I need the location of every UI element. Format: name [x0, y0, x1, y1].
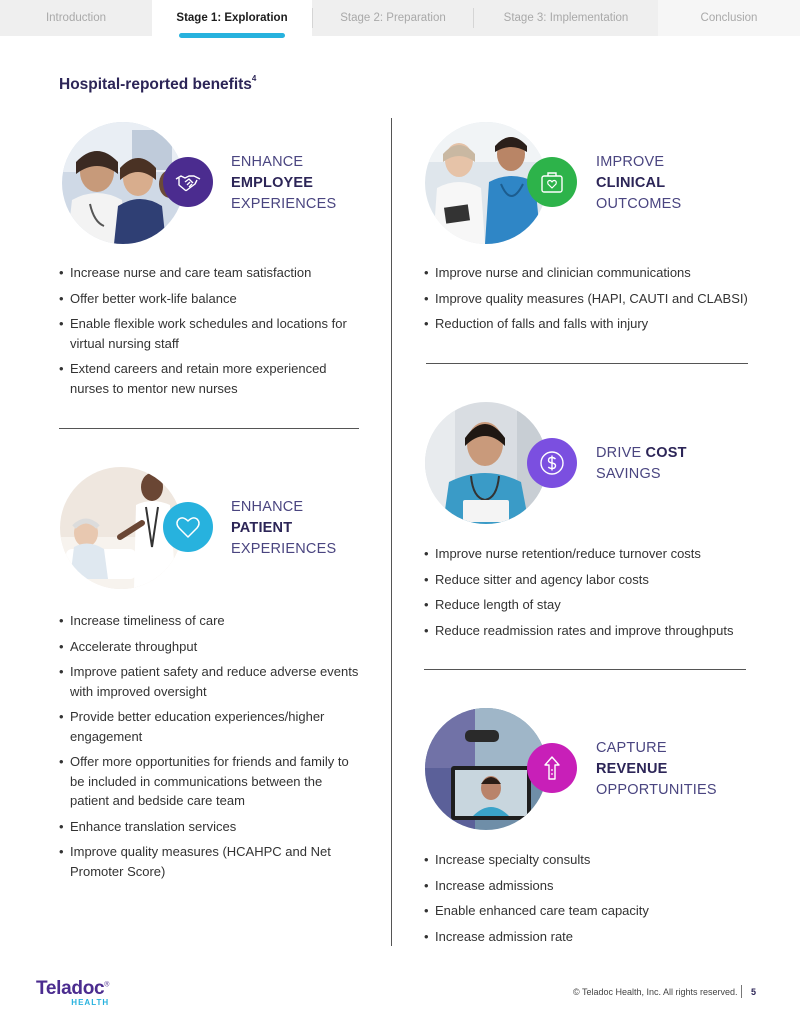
tab-stage-1-exploration[interactable]: Stage 1: Exploration — [152, 0, 312, 36]
page-number: 5 — [751, 987, 757, 997]
dollar-icon — [537, 448, 567, 478]
tab-conclusion[interactable]: Conclusion — [700, 12, 758, 24]
list-item: • Extend careers and retain more experienced nurses to mentor new nurses — [59, 359, 359, 398]
patient-benefits-list — [59, 611, 363, 887]
tab-introduction[interactable]: Introduction — [45, 12, 107, 24]
list-item: • Reduction of falls and falls with injury — [424, 314, 764, 334]
list-item: • Improve nurse and clinician communications — [424, 263, 764, 283]
list-item: • Increase timeliness of care — [59, 611, 363, 631]
section-divider — [59, 428, 359, 429]
patient-heading: ENHANCE PATIENT EXPERIENCES — [231, 499, 337, 557]
tab-stage-2-preparation[interactable]: Stage 2: Preparation — [340, 12, 446, 24]
medical-kit-icon — [537, 167, 567, 197]
list-item: • Enhance translation services — [59, 817, 363, 837]
list-item: • Increase admission rate — [424, 927, 764, 947]
employee-heading: ENHANCE EMPLOYEE EXPERIENCES — [231, 154, 337, 212]
section-divider — [424, 669, 746, 670]
clinical-benefits-list — [424, 263, 764, 340]
footnote-marker: 4 — [251, 74, 257, 83]
column-divider — [391, 118, 392, 946]
employee-benefits-list — [59, 263, 359, 404]
list-item: • Offer more opportunities for friends and family to be included in communications between the patient and bedside care team — [59, 752, 363, 811]
list-item: • Reduce length of stay — [424, 595, 764, 615]
cost-benefits-list — [424, 544, 764, 646]
list-item: • Improve quality measures (HAPI, CAUTI and CLABSI) — [424, 289, 764, 309]
tab-stage-3-implementation[interactable]: Stage 3: Implementation — [503, 12, 629, 24]
medical-kit-badge — [527, 157, 577, 207]
active-tab-indicator — [179, 33, 285, 38]
footer-divider — [741, 985, 742, 998]
section-divider — [426, 363, 748, 364]
copyright-text: © Teladoc Health, Inc. All rights reserved. — [573, 987, 738, 997]
upward-arrow-badge — [527, 743, 577, 793]
revenue-benefits-list — [424, 850, 764, 952]
page-title: Hospital-reported benefits$^4$ — [59, 74, 257, 93]
revenue-heading: CAPTURE REVENUE OPPORTUNITIES — [596, 740, 717, 798]
stage-navigation — [0, 0, 800, 36]
heart-badge — [163, 502, 213, 552]
list-item: • Offer better work-life balance — [59, 289, 359, 309]
list-item: • Reduce sitter and agency labor costs — [424, 570, 764, 590]
dollar-badge — [527, 438, 577, 488]
handshake-badge — [163, 157, 213, 207]
list-item: • Increase nurse and care team satisfaction — [59, 263, 359, 283]
list-item: • Provide better education experiences/higher engagement — [59, 707, 363, 746]
handshake-icon — [173, 167, 203, 197]
upward-arrow-icon — [537, 753, 567, 783]
list-item: • Enable enhanced care team capacity — [424, 901, 764, 921]
heart-icon — [173, 512, 203, 542]
list-item: • Improve quality measures (HCAHPC and Net Promoter Score) — [59, 842, 363, 881]
list-item: • Increase specialty consults — [424, 850, 764, 870]
list-item: • Improve nurse retention/reduce turnover costs — [424, 544, 764, 564]
list-item: • Increase admissions — [424, 876, 764, 896]
list-item: • Accelerate throughput — [59, 637, 363, 657]
list-item: • Enable flexible work schedules and locations for virtual nursing staff — [59, 314, 359, 353]
cost-heading: DRIVE COST SAVINGS — [596, 445, 687, 482]
teladoc-health-logo: Teladoc® HEALTH — [36, 978, 110, 1007]
list-item: • Improve patient safety and reduce adverse events with improved oversight — [59, 662, 363, 701]
list-item: • Reduce readmission rates and improve throughputs — [424, 621, 764, 641]
clinical-heading: IMPROVE CLINICAL OUTCOMES — [596, 154, 682, 212]
